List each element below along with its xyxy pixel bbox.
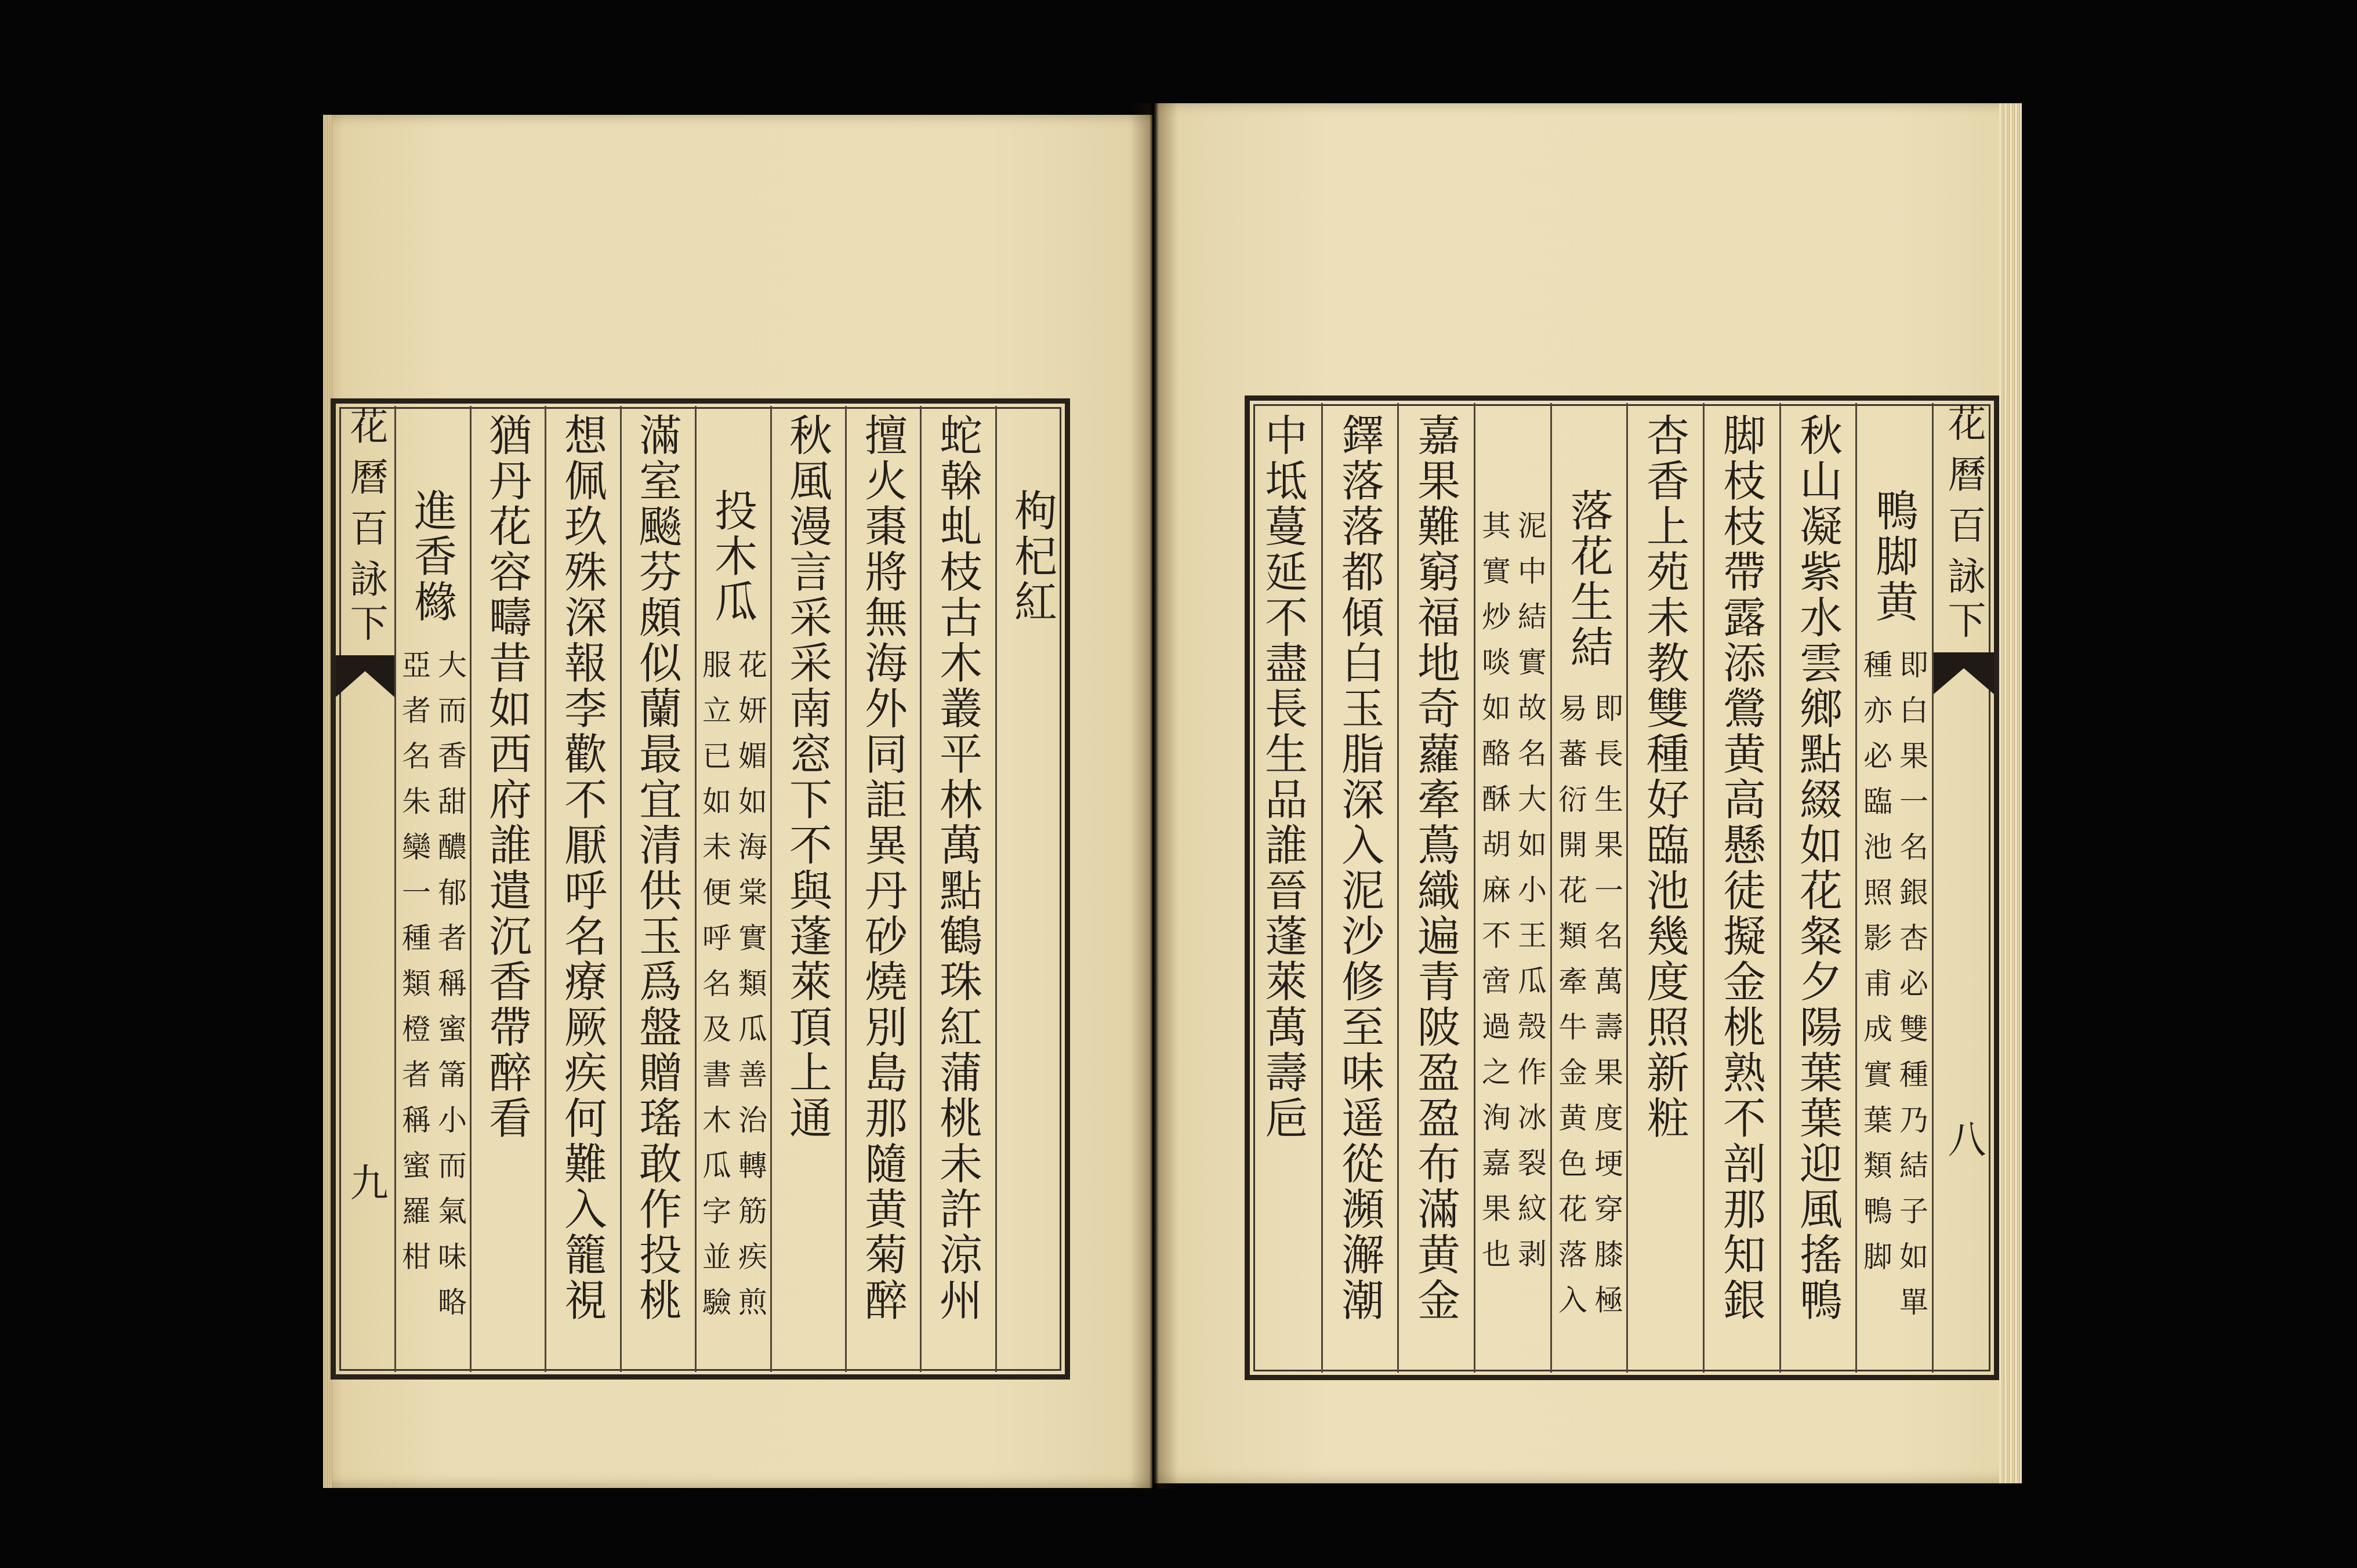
left-column-rule bbox=[695, 406, 697, 1372]
right-col-9-text: 中坻蔓延不盡長生品誰晉蓬萊萬壽巵 bbox=[1258, 413, 1308, 1141]
left-fold-volume: 下 bbox=[343, 603, 388, 654]
left-column-rule bbox=[620, 406, 622, 1372]
left-col-8-text: 猶丹花容疇昔如西府誰遣沉香帶醉看 bbox=[482, 413, 532, 1141]
right-page-number: 八 bbox=[1941, 1119, 1986, 1157]
left-col-5-heading: 投木瓜 bbox=[708, 488, 757, 625]
right-col-4-text: 杏香上苑未教雙種好臨池幾度照新粧 bbox=[1640, 413, 1689, 1141]
left-column-rule bbox=[920, 406, 922, 1372]
left-column-rule bbox=[545, 406, 546, 1372]
left-column-rule bbox=[995, 406, 997, 1372]
left-col-4-text: 秋風漫言采采南窓下不與蓬萊頂上通 bbox=[782, 413, 832, 1141]
right-fold-volume: 下 bbox=[1941, 600, 1986, 651]
left-col-3-text: 擅火棗將無海外同詎異丹砂燒別島那隨黄菊醉 bbox=[858, 413, 908, 1323]
right-col-7-text: 嘉果難窮福地奇蘿牽蔦織遍青陂盈盈布滿黄金 bbox=[1410, 413, 1460, 1323]
right-column-rule bbox=[1397, 403, 1399, 1373]
right-page-edge-stack bbox=[1999, 103, 2022, 1483]
right-col-1-heading: 鴨脚黄 bbox=[1869, 488, 1919, 625]
left-col-9-note-left: 亞者名朱欒一種類橙者稱蜜羅柑 bbox=[397, 649, 431, 1287]
left-col-2-text: 蛇榦虬枝古木叢平林萬點鶴珠紅蒲桃未許涼州 bbox=[933, 413, 982, 1323]
left-col-7-text: 想佩玖殊深報李歡不厭呼名療厥疾何難入籠視 bbox=[557, 413, 607, 1323]
right-column-rule bbox=[1321, 403, 1323, 1373]
right-col-5-note-right: 即長生果一名萬壽果度埂穿膝極 bbox=[1590, 693, 1623, 1330]
right-column-rule bbox=[1550, 403, 1552, 1373]
left-fold-title: 花曆百詠 bbox=[343, 406, 388, 610]
left-column-rule bbox=[770, 406, 772, 1372]
right-column-rule bbox=[1474, 403, 1475, 1373]
right-col-1-note-left: 種亦必臨池照影甫成實葉類鴨脚 bbox=[1859, 649, 1892, 1287]
left-col-6-text: 滿室飈芬頗似蘭最宜清供玉爲盤贈瑤敢作投桃 bbox=[632, 413, 682, 1323]
right-column-rule bbox=[1626, 403, 1628, 1373]
left-fold-rule bbox=[394, 406, 396, 1372]
right-col-6-note-left: 其實炒啖如酪酥胡麻不啻過之洵嘉果也 bbox=[1477, 510, 1511, 1284]
left-column-rule bbox=[845, 406, 847, 1372]
left-col-5-note-right: 花妍媚如海棠實類瓜善治轉筋疾煎 bbox=[734, 649, 767, 1333]
left-col-5-note-left: 服立已如未便呼名及書木瓜字並驗 bbox=[698, 649, 731, 1333]
right-column-rule bbox=[1855, 403, 1857, 1373]
right-col-6-note-right: 泥中結實故名大如小王瓜殼作冰裂紋剥 bbox=[1513, 510, 1547, 1284]
right-column-rule bbox=[1703, 403, 1705, 1373]
book-spine-gutter bbox=[1131, 103, 1177, 1489]
right-col-5-heading: 落花生結 bbox=[1564, 488, 1613, 670]
left-column-rule bbox=[470, 406, 472, 1372]
left-col-9-note-right: 大而香甜醲郁者稱蜜筩小而氣味略 bbox=[433, 649, 467, 1333]
right-fold-rule bbox=[1932, 403, 1934, 1373]
left-col-1-heading: 枸杞紅 bbox=[1007, 488, 1057, 625]
left-col-9-heading: 進香櫞 bbox=[407, 488, 457, 625]
right-fold-title: 花曆百詠 bbox=[1941, 403, 1986, 607]
right-column-rule bbox=[1779, 403, 1781, 1373]
left-page-number: 九 bbox=[343, 1163, 388, 1201]
right-col-3-text: 脚枝枝帶露添鶯黄高懸徒擬金桃熟不剖那知銀 bbox=[1716, 413, 1766, 1323]
right-col-5-note-left: 易蕃衍開花類牽牛金黄色花落入 bbox=[1554, 693, 1587, 1330]
right-col-8-text: 鐸落落都傾白玉脂深入泥沙修至味遥從瀕澥潮 bbox=[1335, 413, 1384, 1323]
right-col-2-text: 秋山凝紫水雲鄉點綴如花粲夕陽葉葉迎風搖鴨 bbox=[1793, 413, 1843, 1323]
right-col-1-note-right: 即白果一名銀杏必雙種乃結子如單 bbox=[1895, 649, 1928, 1333]
